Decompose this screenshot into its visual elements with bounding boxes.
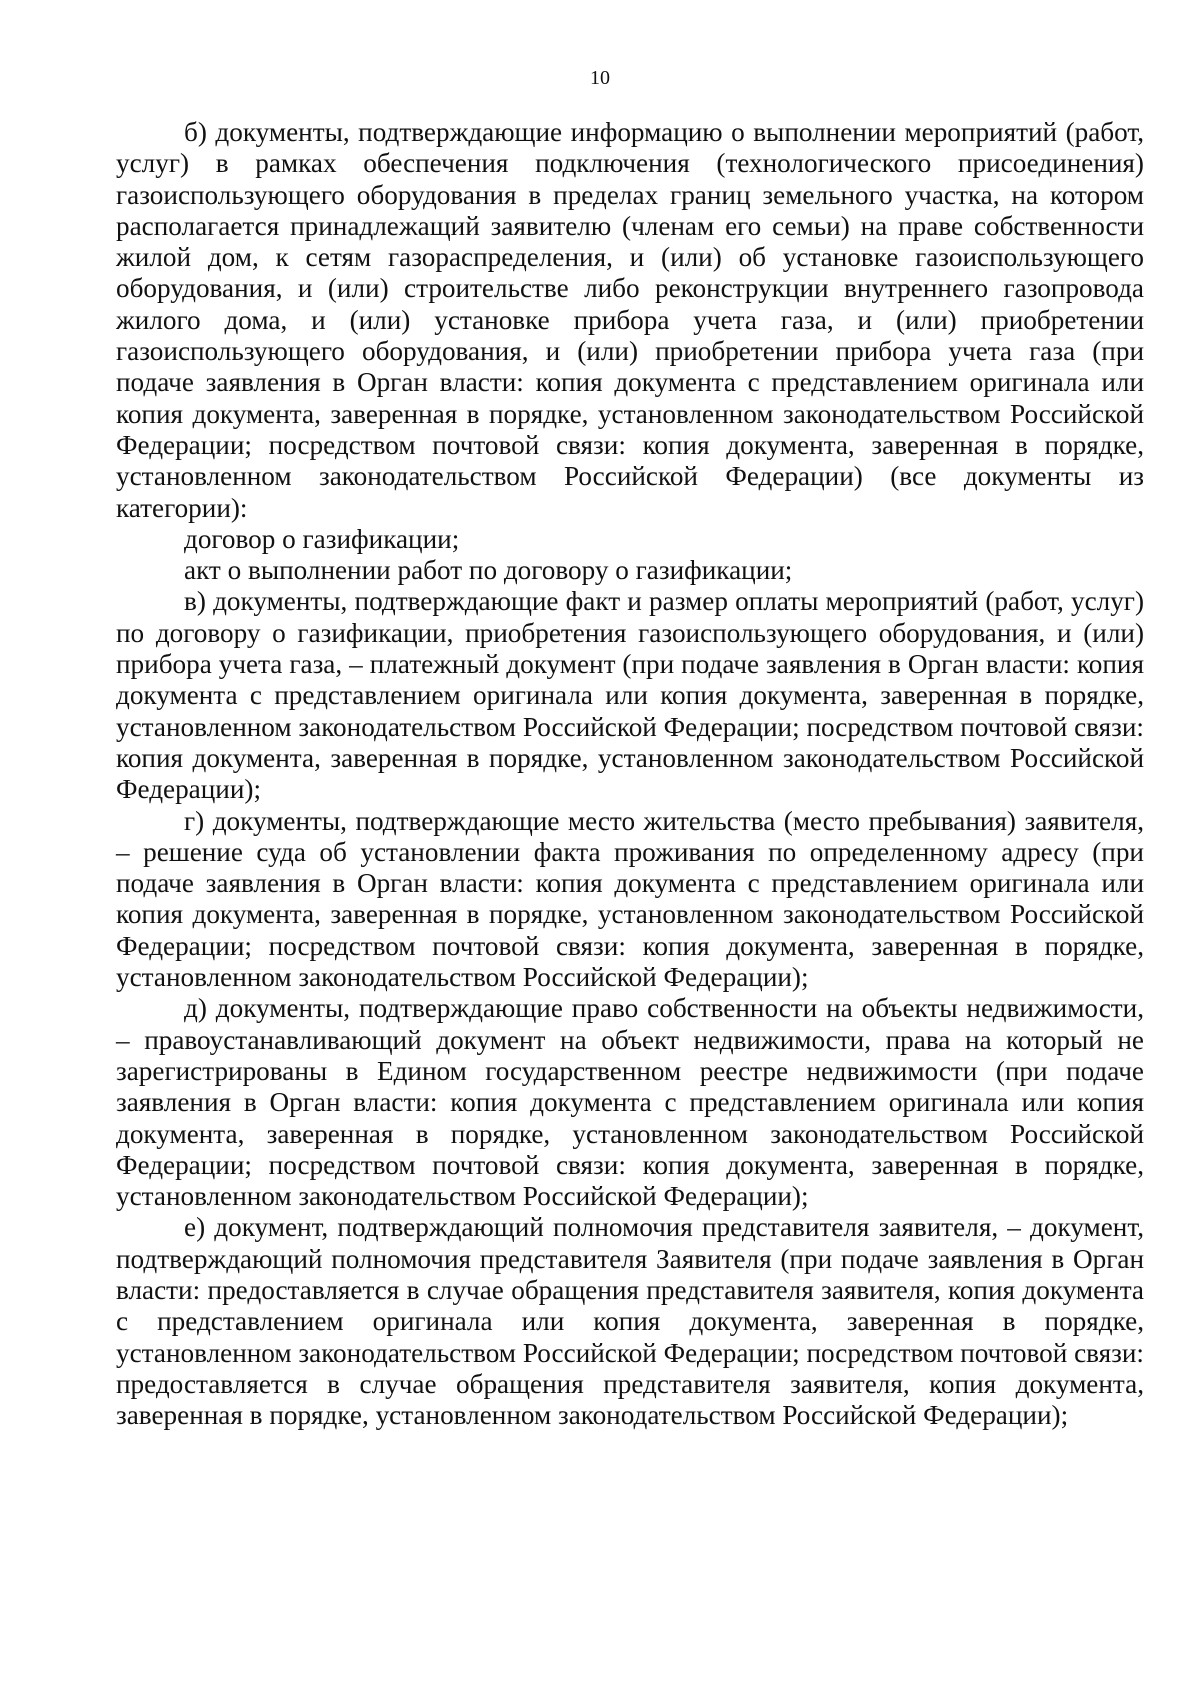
paragraph-gas-contract: договор о газификации;: [184, 523, 460, 554]
paragraph-work-act: акт о выполнении работ по договору о газификации;: [184, 555, 793, 586]
paragraph-b: б) документы, подтверждающие информацию о выполнении мероприятий (работ, услуг) в рамках обеспечения подключения (технологического присоединения) газоиспользующего оборудования в пределах границ земельного участка, на котором располагается принадлежащий заявителю (членам его семьи) на праве собственности жилой дом, к сетям газораспределения, и (или) об установке газоиспользующего оборудования, и (или) строительстве либо реконструкции внутреннего газопровода жилого дома, и (или) установке прибора учета газа, и (или) приобретении газоиспользующего оборудования, и (или) приобретении прибора учета газа (при подаче заявления в Орган власти: копия документа с представлением оригинала или копия документа, заверенная в порядке, установленном законодательством Российской Федерации; посредством почтовой связи: копия документа, заверенная в порядке, установленном законодательством Российской Федерации) (все документы из категории):: [116, 117, 1144, 523]
paragraph-v: в) документы, подтверждающие факт и размер оплаты мероприятий (работ, услуг) по договору о газификации, приобретения газоиспользующего оборудования, и (или) прибора учета газа, – платежный документ (при подаче заявления в Орган власти: копия документа с представлением оригинала или копия документа, заверенная в порядке, установленном законодательством Российской Федерации; посредством почтовой связи: копия документа, заверенная в порядке, установленном законодательством Российской Федерации);: [116, 586, 1144, 805]
paragraph-d: д) документы, подтверждающие право собственности на объекты недвижимости, – правоустанавливающий документ на объект недвижимости, права на который не зарегистрированы в Едином государственном реестре недвижимости (при подаче заявления в Орган власти: копия документа с представлением оригинала или копия документа, заверенная в порядке, установленном законодательством Российской Федерации; посредством почтовой связи: копия документа, заверенная в порядке, установленном законодательством Российской Федерации);: [116, 993, 1144, 1212]
page-number: 10: [590, 67, 610, 89]
document-body: [116, 117, 1144, 1431]
paragraph-g: г) документы, подтверждающие место жительства (место пребывания) заявителя, – решение суда об установлении факта проживания по определенному адресу (при подаче заявления в Орган власти: копия документа с представлением оригинала или копия документа, заверенная в порядке, установленном законодательством Российской Федерации; посредством почтовой связи: копия документа, заверенная в порядке, установленном законодательством Российской Федерации);: [116, 805, 1144, 993]
paragraph-e: е) документ, подтверждающий полномочия представителя заявителя, – документ, подтверждающий полномочия представителя Заявителя (при подаче заявления в Орган власти: предоставляется в случае обращения представителя заявителя, копия документа с представлением оригинала или копия документа, заверенная в порядке, установленном законодательством Российской Федерации; посредством почтовой связи: предоставляется в случае обращения представителя заявителя, копия документа, заверенная в порядке, установленном законодательством Российской Федерации);: [116, 1212, 1144, 1431]
